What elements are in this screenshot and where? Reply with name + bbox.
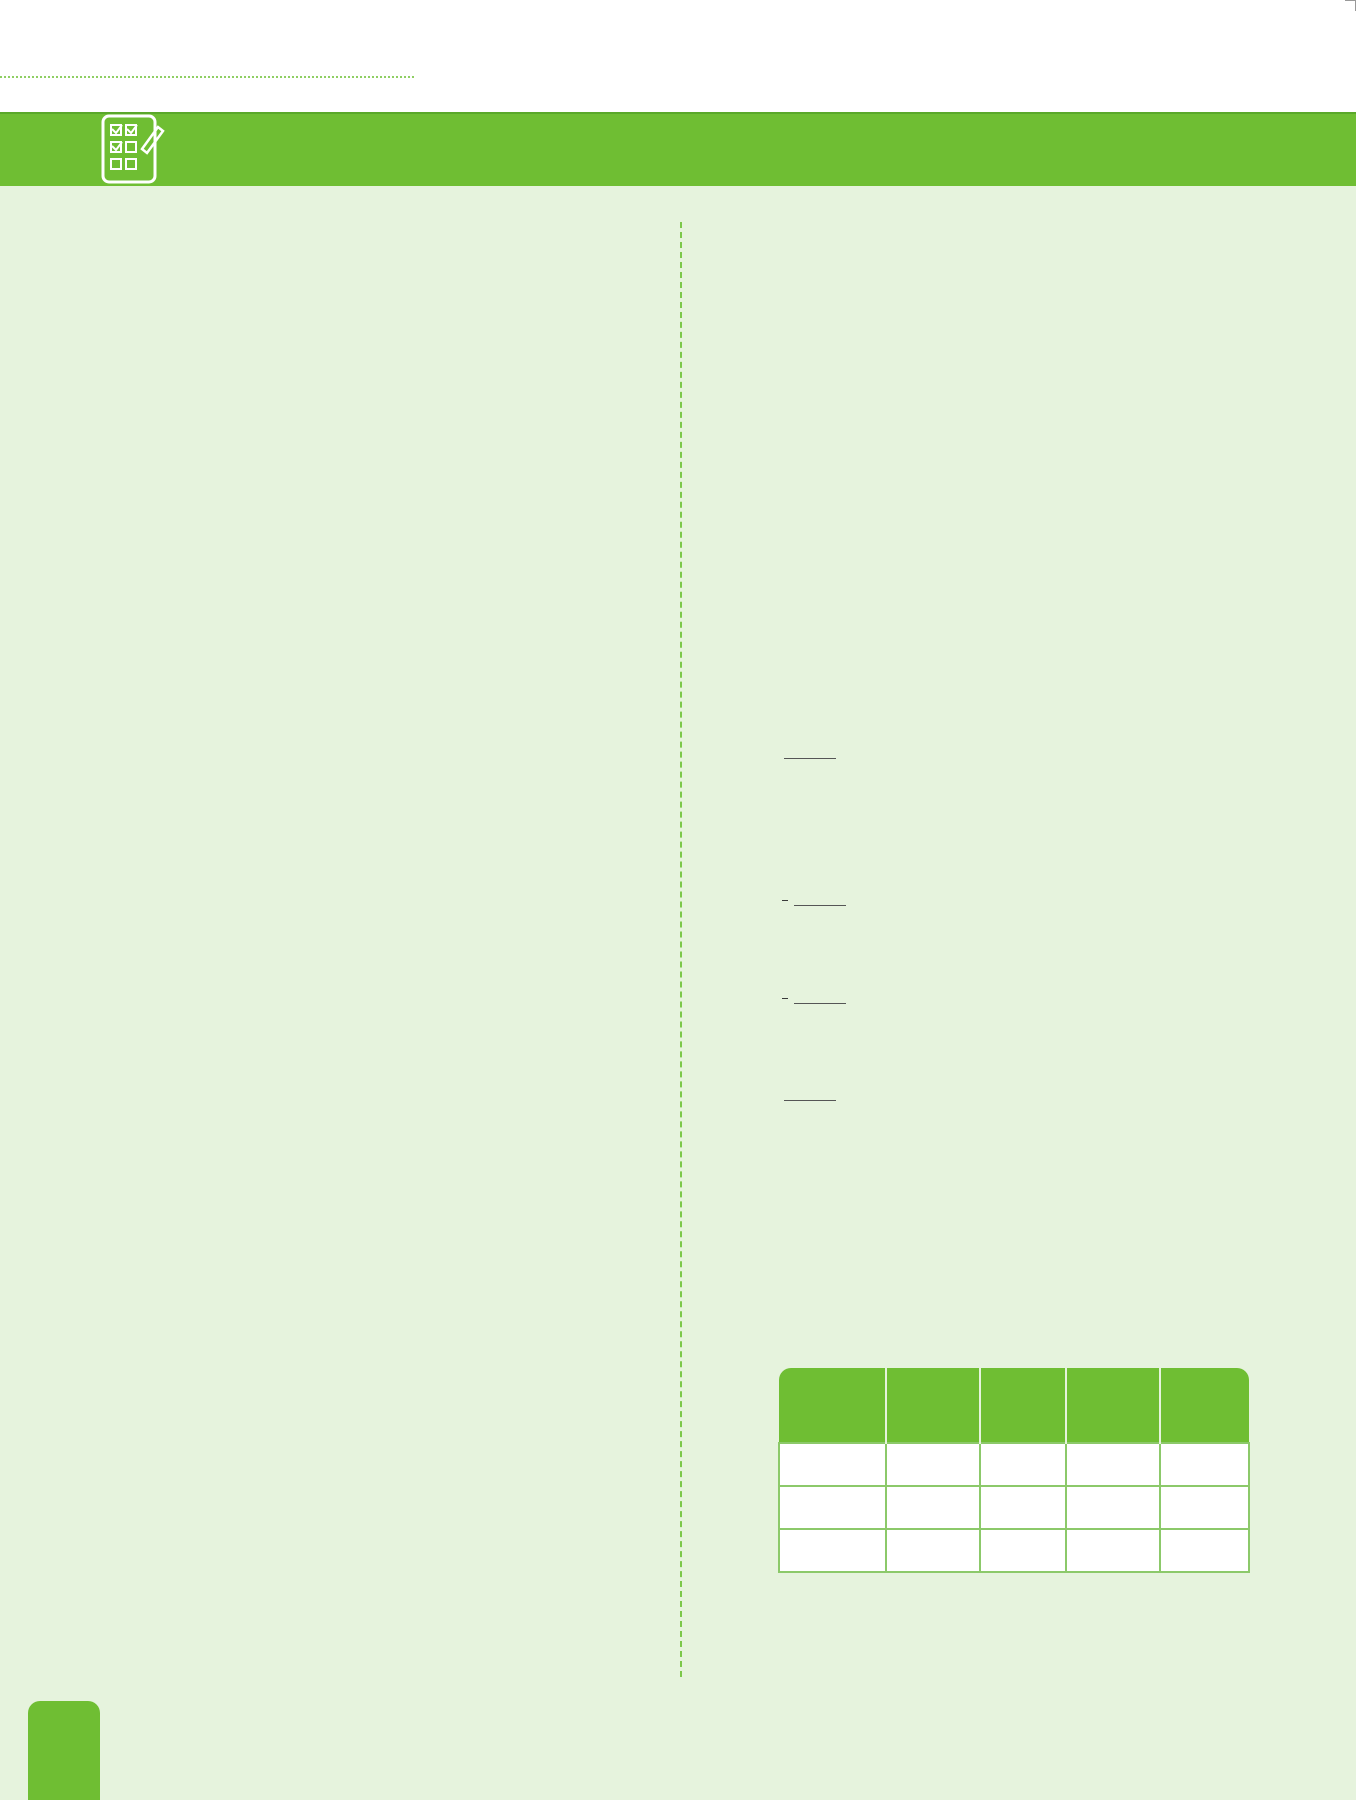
- column-header: [980, 1368, 1066, 1443]
- answer-blank[interactable]: [784, 740, 836, 759]
- title-banner: [0, 112, 1356, 188]
- table-cell: [980, 1529, 1066, 1572]
- table-row: [779, 1486, 1249, 1529]
- table-cell: [1066, 1443, 1160, 1486]
- page-tab: [28, 1701, 100, 1800]
- crop-mark: [1345, 0, 1356, 11]
- table-cell: [980, 1443, 1066, 1486]
- answer-blank[interactable]: [794, 985, 846, 1004]
- table-cell: [1066, 1529, 1160, 1572]
- row-label: [779, 1529, 886, 1572]
- table-cell: [1160, 1486, 1249, 1529]
- section-rule: [0, 76, 414, 78]
- fraction: [782, 900, 788, 901]
- area-model-table: [778, 1368, 1250, 1573]
- column-header: [1160, 1368, 1249, 1443]
- row-label: [779, 1486, 886, 1529]
- table-cell: [1160, 1443, 1249, 1486]
- table-cell: [1160, 1529, 1249, 1572]
- table-row: [779, 1529, 1249, 1572]
- table-corner-header: [779, 1368, 886, 1443]
- row-label: [779, 1443, 886, 1486]
- column-header: [1066, 1368, 1160, 1443]
- table-cell: [980, 1486, 1066, 1529]
- fraction: [782, 998, 788, 999]
- table-cell: [1066, 1486, 1160, 1529]
- table-cell: [886, 1486, 980, 1529]
- checklist-icon: [100, 113, 166, 187]
- answer-blank[interactable]: [784, 1082, 836, 1101]
- table-row: [779, 1443, 1249, 1486]
- column-header: [886, 1368, 980, 1443]
- column-divider: [680, 222, 682, 1677]
- table-cell: [886, 1529, 980, 1572]
- table-cell: [886, 1443, 980, 1486]
- answer-blank[interactable]: [794, 887, 846, 906]
